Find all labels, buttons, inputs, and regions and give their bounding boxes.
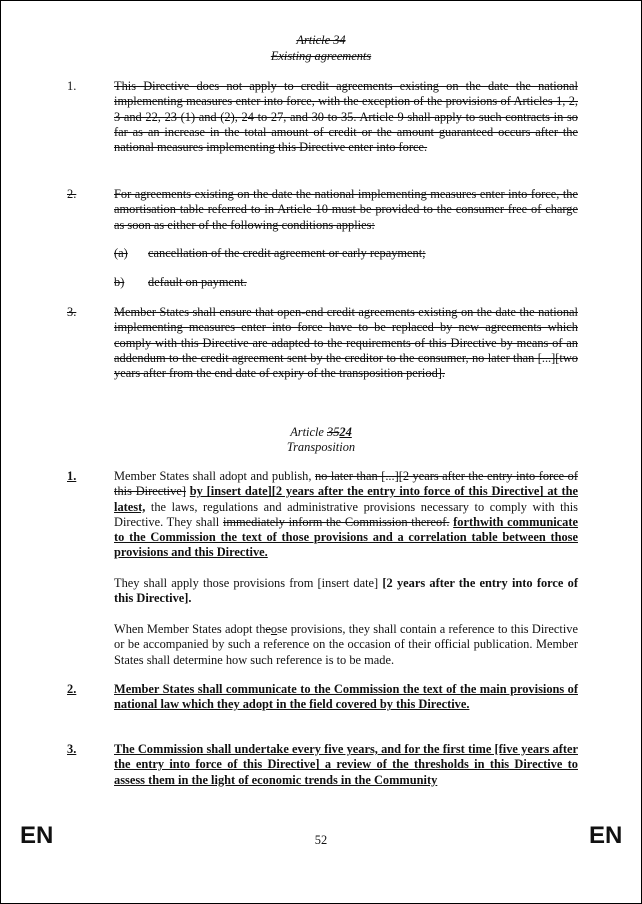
article-34-subtitle: Existing agreements (270, 49, 372, 63)
a34-p2-a-label: (a) (114, 246, 128, 260)
a34-p2-number: 2. (67, 187, 77, 201)
a24-p1c-part1: When Member States adopt th (114, 622, 266, 636)
a24-p1b-text (114, 576, 578, 607)
article-34-subtitle-line (1, 49, 641, 64)
article-34-heading (1, 33, 641, 48)
article-24-title-prefix: Article (290, 425, 324, 439)
footer-language-left: EN (20, 822, 54, 849)
a24-p1-deleted-deadline: no later than [...][2 years after the entry into force of this Directive] (114, 469, 578, 499)
a24-p1c-deleted-letter: e (265, 622, 271, 636)
article-24-new-number: 24 (339, 425, 352, 439)
a24-p1-part1: Member States shall adopt and publish, (114, 469, 312, 483)
a24-p1-text (114, 469, 578, 561)
a24-p1-deleted-inform: immediately inform the Commission thereof. (222, 514, 450, 529)
a34-p3-text: Member States shall ensure that open-end credit agreements existing on the date the national implementing measures enter into force have to be replaced by new agreements which comply with this Directive are adapted to the requirements of this Directive by means of an addendum to the credit agreement sent by the creditor to the consumer, no later than [...][two years after from the end date of expiry of the transposition period]. (114, 305, 578, 381)
a24-p1b-part1: They shall apply those provisions from [insert date] (114, 576, 379, 590)
a24-p1-inserted-deadline: by [insert date][2 years after the entry into force of this Directive] at the latest, (114, 484, 578, 514)
a24-p3-number: 3. (67, 742, 77, 756)
a34-p1-number: 1. (67, 79, 77, 93)
a34-p2-a-text: cancellation of the credit agreement or early repayment; (148, 246, 426, 260)
article-34-title: Article 34 (296, 33, 346, 47)
a24-p2-number: 2. (67, 682, 77, 696)
a24-p3-text: The Commission shall undertake every five years, and for the first time [five years after the entry into force of this Directive] a review of the thresholds in this Directive to assess them in the light of economic trends in the Community (114, 742, 578, 787)
article-24-subtitle: Transposition (286, 440, 356, 454)
a34-p3-number: 3. (67, 305, 77, 319)
a24-p1c-part4: se provisions, they shall contain a reference to this Directive or be accompanied by such a reference on the occasion of their official publication. Member States shall determine how such reference is to be made. (114, 622, 578, 667)
a34-p2-b-text: default on payment. (148, 275, 247, 289)
page-number: 52 (314, 833, 328, 847)
article-24-subtitle-line (1, 440, 641, 455)
a24-p1b-part2: [2 years after the entry into force of this Directive]. (114, 576, 578, 606)
a24-p1-inserted-communicate: forthwith communicate to the Commission the text of those provisions and a correlation table between those provisions and this Directive. (114, 514, 578, 560)
a24-p2-text: Member States shall communicate to the Commission the text of the main provisions of national law which they adopt in the field covered by this Directive. (114, 682, 578, 712)
a24-p1-part4: the laws, regulations and administrative provisions necessary to comply with this Directive. They shall (114, 499, 578, 529)
footer-language-right: EN (589, 822, 623, 849)
article-24-old-number: 35 (327, 425, 340, 439)
a24-p1c-text (114, 622, 578, 668)
a34-p2-b-label: b) (114, 275, 125, 289)
a24-p1c-inserted-letter: o (270, 622, 278, 636)
a24-p1-number: 1. (67, 469, 77, 483)
article-24-heading (1, 425, 641, 440)
a34-p1-text: This Directive does not apply to credit agreements existing on the date the national implementing measures enter into force, with the exception of the provisions of Articles 1, 2, 3 and 22, 23 (1) and (2), 24 to 27, and 30 to 35. Article 9 shall apply to such contracts in so far as an increase in the total amount of credit or the amount guaranteed occurs after the national measures implementing this Directive enter into force. (114, 79, 578, 155)
a34-p2-text: For agreements existing on the date the national implementing measures enter into force, the amortisation table referred to in Article 10 must be provided to the consumer free of charge as soon as either of the following conditions applies: (114, 187, 578, 232)
